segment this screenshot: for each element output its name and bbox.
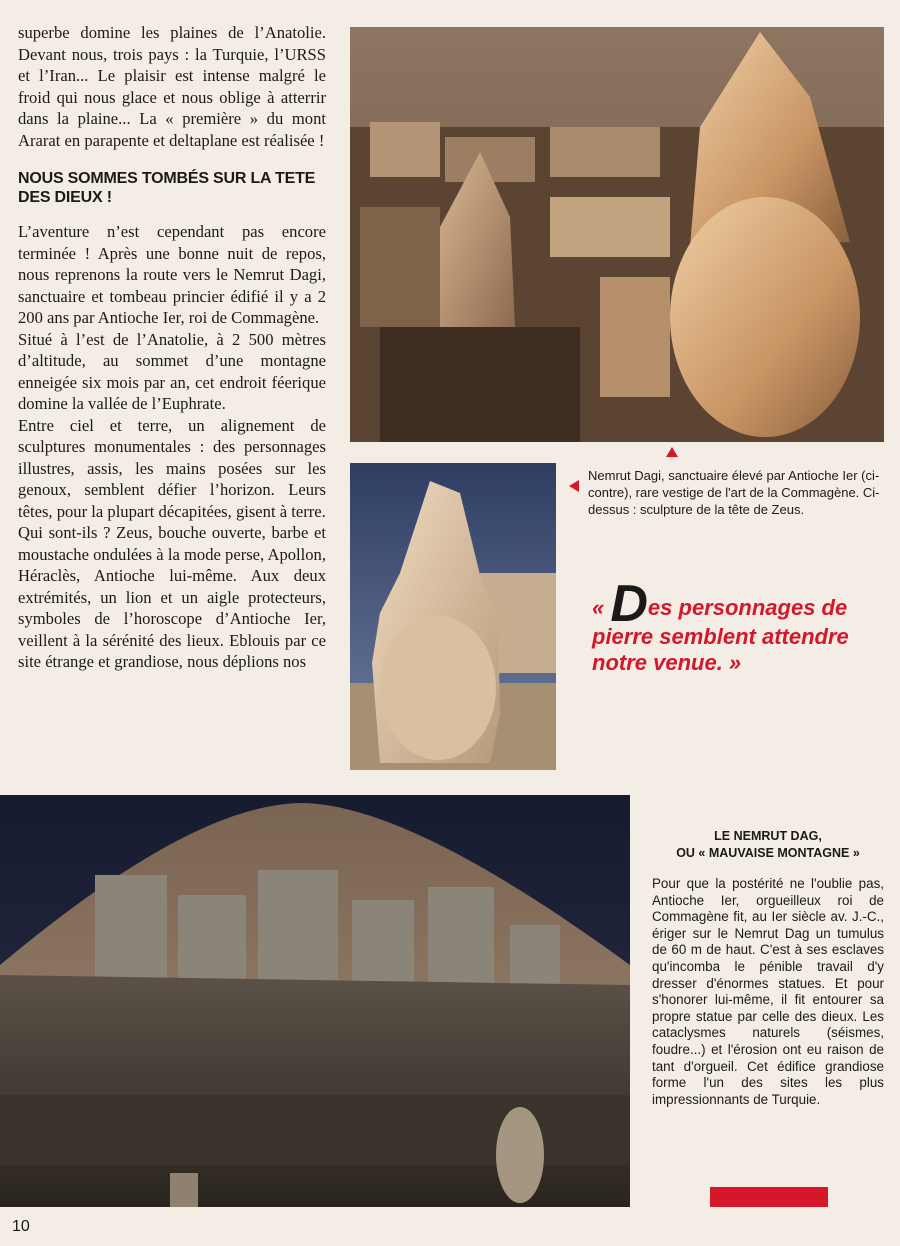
sidebar-title-line-1: LE NEMRUT DAG, [714,829,822,843]
article-paragraph-1: L’aventure n’est cependant pas encore terminée ! Après une bonne nuit de repos, nous reprenons la route vers le Nemrut Dagi, sanctuaire et tombeau princier édifié il y a 2 200 ans par Antioche Ier, roi de Commagène. [18,222,326,327]
caption-arrow-left-icon [569,480,579,492]
sidebar-body: Pour que la postérité ne l'oublie pas, Antioche Ier, orgueilleux roi de Commagène fit, au Ier siècle av. J.-C., ériger sur le Nemrut Dag un tumulus de 60 m de haut. C'est à ses esclaves qu'incomba le pénible travail d'y dresser d'énormes statues. Et pour s'honorer lui-même, il fit entourer sa propre statue par celle des dieux. Les cataclysmes naturels (séismes, foudre...) et l'érosion ont eu raison de tant d'orgueil. Cet édifice grandiose forme l'un des sites les plus impressionnants de Turquie. [652,876,884,1107]
photo-tumulus-statues [0,795,630,1207]
photo-tumulus-statues-illustration [0,795,630,1207]
intro-paragraph: superbe domine les plaines de l’Anatolie. Devant nous, trois pays : la Turquie, l’URSS et l’Iran... Le plaisir est intense malgré le froid qui nous glace et nous oblige à atterrir dans la plaine... La « première » du mont Ararat en parapente et deltaplane est réalisée ! [18,23,326,150]
pull-quote-open: « [592,595,611,620]
article-paragraph-3: Entre ciel et terre, un alignement de sculptures monumentales : des personnages illustres, assis, les mains posées sur les genoux, semblent défier l’horizon. Leurs têtes, pour la plupart décapitées, gisent à terre. [18,415,326,521]
decorative-red-bar [710,1187,828,1207]
photo-stone-heads [350,27,884,442]
photo-zeus-head [350,463,556,770]
photo-caption: Nemrut Dagi, sanctuaire élevé par Antioche Ier (ci-contre), rare vestige de l'art de la Commagène. Ci-dessus : sculpture de la tête de Zeus. [588,468,880,517]
pull-quote-dropcap: D [610,575,648,633]
photo-stone-heads-illustration [350,27,884,442]
page-number: 10 [12,1218,30,1235]
article-column [18,22,326,673]
article-paragraph-4: Qui sont-ils ? Zeus, bouche ouverte, barbe et moustache ondulées à la mode perse, Apollon, Héraclès, Antioche lui-même. Aux deux extrémités, un lion et un aigle protecteurs, symboles de l’horoscope d’Antioche Ier, veillent à la sérénité des lieux. Eblouis par ce site étrange et grandiose, nous déplions nos [18,523,326,671]
section-heading: NOUS SOMMES TOMBÉS SUR LA TETE DES DIEUX ! [18,170,316,206]
article-paragraph-2: Situé à l’est de l’Anatolie, à 2 500 mètres d’altitude, au sommet d’une montagne enneigée six mois par an, cet endroit féerique domine la vallée de l’Euphrate. [18,329,326,413]
pull-quote [592,575,892,676]
photo-zeus-head-illustration [350,463,556,770]
caption-arrow-up-icon [666,447,678,457]
sidebar-title [652,828,884,862]
sidebar-box [652,828,884,1108]
pull-quote-text: es personnages de pierre semblent attendre notre venue. » [592,595,849,675]
sidebar-title-line-2: OU « MAUVAISE MONTAGNE » [676,846,860,860]
